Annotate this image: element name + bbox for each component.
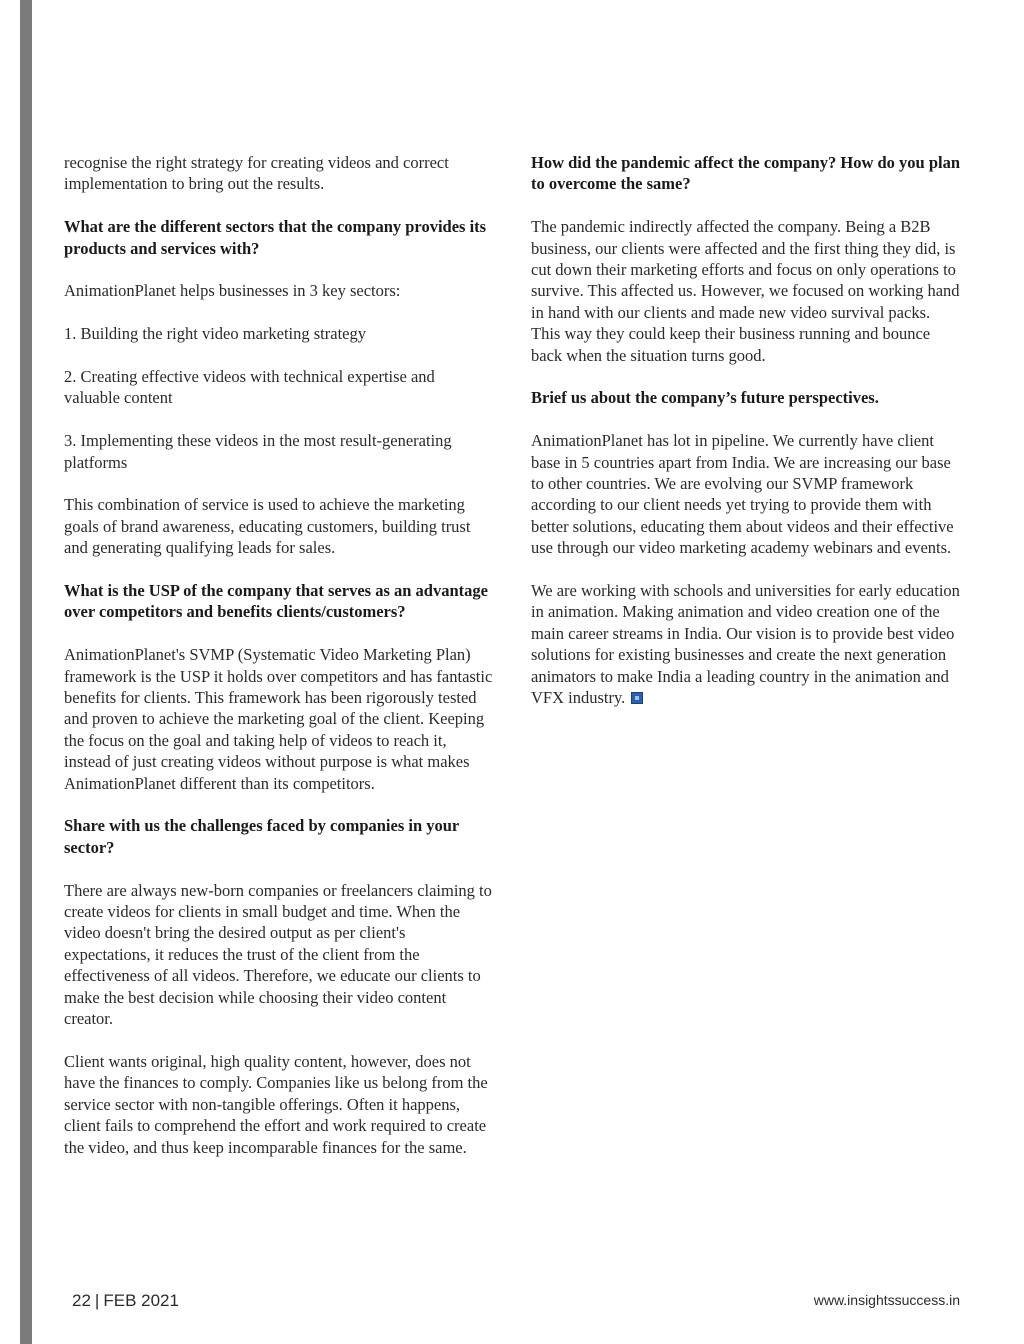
interview-answer [64, 430, 494, 473]
left-column [64, 152, 494, 1179]
paragraph-text: AnimationPlanet has lot in pipeline. We currently have client base in 5 countries apart from India. We are increasing our base to other countries. We are evolving our SVMP framework according to our client needs yet trying to provide them with better solutions, educating them about videos and their effective use through our video marketing academy webinars and events. [531, 431, 954, 558]
right-column [531, 152, 961, 730]
page-edge-bar [20, 0, 32, 1344]
paragraph-text: What are the different sectors that the company provides its products and services with? [64, 217, 487, 258]
interview-answer [64, 494, 494, 558]
interview-answer [64, 366, 494, 409]
paragraph-text: How did the pandemic affect the company? How do you plan to overcome the same? [531, 153, 961, 194]
interview-answer [531, 216, 961, 366]
interview-question [64, 815, 494, 858]
paragraph-text: 3. Implementing these videos in the most result-generating platforms [64, 431, 452, 472]
paragraph-text: AnimationPlanet helps businesses in 3 key sectors: [64, 281, 401, 301]
paragraph-text: This combination of service is used to achieve the marketing goals of brand awareness, educating customers, building trust and generating qualifying leads for sales. [64, 495, 471, 558]
interview-answer [64, 152, 494, 195]
interview-question [531, 387, 961, 408]
interview-question [64, 216, 494, 259]
footer-separator: | [94, 1291, 100, 1310]
interview-question [64, 580, 494, 623]
interview-answer [64, 880, 494, 1030]
paragraph-text: Brief us about the company’s future perspectives. [531, 388, 879, 408]
paragraph-text: 1. Building the right video marketing strategy [64, 324, 366, 344]
interview-answer [64, 1051, 494, 1158]
interview-answer [64, 323, 494, 344]
page-number: 22 [72, 1291, 91, 1310]
paragraph-text: Client wants original, high quality content, however, does not have the finances to comply. Companies like us belong from the service sector with non-tangible offerings. Often it happens, client fails to comprehend the effort and work required to create the video, and thus keep incomparable finances for the same. [64, 1051, 488, 1157]
paragraph-text: Share with us the challenges faced by companies in your sector? [64, 816, 459, 857]
page-footer-issue [72, 1291, 179, 1311]
interview-answer [64, 280, 494, 301]
paragraph-text: What is the USP of the company that serves as an advantage over competitors and benefits clients/customers? [64, 581, 488, 622]
article-end-icon [631, 692, 643, 704]
interview-answer [64, 644, 494, 794]
interview-answer [531, 580, 961, 708]
paragraph-text: We are working with schools and universities for early education in animation. Making animation and video creation one of the main career streams in India. Our vision is to provide best video solutions for existing businesses and create the next generation animators to make India a leading country in the animation and VFX industry. [531, 581, 960, 708]
issue-date: FEB 2021 [103, 1291, 179, 1310]
website-url[interactable]: www.insightssuccess.in [813, 1292, 960, 1308]
paragraph-text: AnimationPlanet's SVMP (Systematic Video Marketing Plan) framework is the USP it holds over competitors and has fantastic benefits for clients. This framework has been rigorously tested and proven to achieve the marketing goal of the client. Keeping the focus on the goal and taking help of videos to reach it, instead of just creating videos without purpose is what makes AnimationPlanet different than its competitors. [64, 645, 493, 793]
interview-question [531, 152, 961, 195]
paragraph-text: 2. Creating effective videos with technical expertise and valuable content [64, 367, 435, 408]
interview-answer [531, 430, 961, 558]
paragraph-text: The pandemic indirectly affected the company. Being a B2B business, our clients were affected and the first thing they did, is cut down their marketing efforts and focus on only operations to survive. This affected us. However, we focused on working hand in hand with our clients and made new video survival packs. This way they could keep their business running and bounce back when the situation turns good. [531, 217, 960, 365]
paragraph-text: There are always new-born companies or freelancers claiming to create videos for clients in small budget and time. When the video doesn't bring the desired output as per client's expectations, it reduces the trust of the client from the effectiveness of all videos. Therefore, we educate our clients to make the best decision while choosing their video content creator. [64, 880, 492, 1029]
paragraph-text: recognise the right strategy for creating videos and correct implementation to bring out the results. [64, 153, 449, 194]
